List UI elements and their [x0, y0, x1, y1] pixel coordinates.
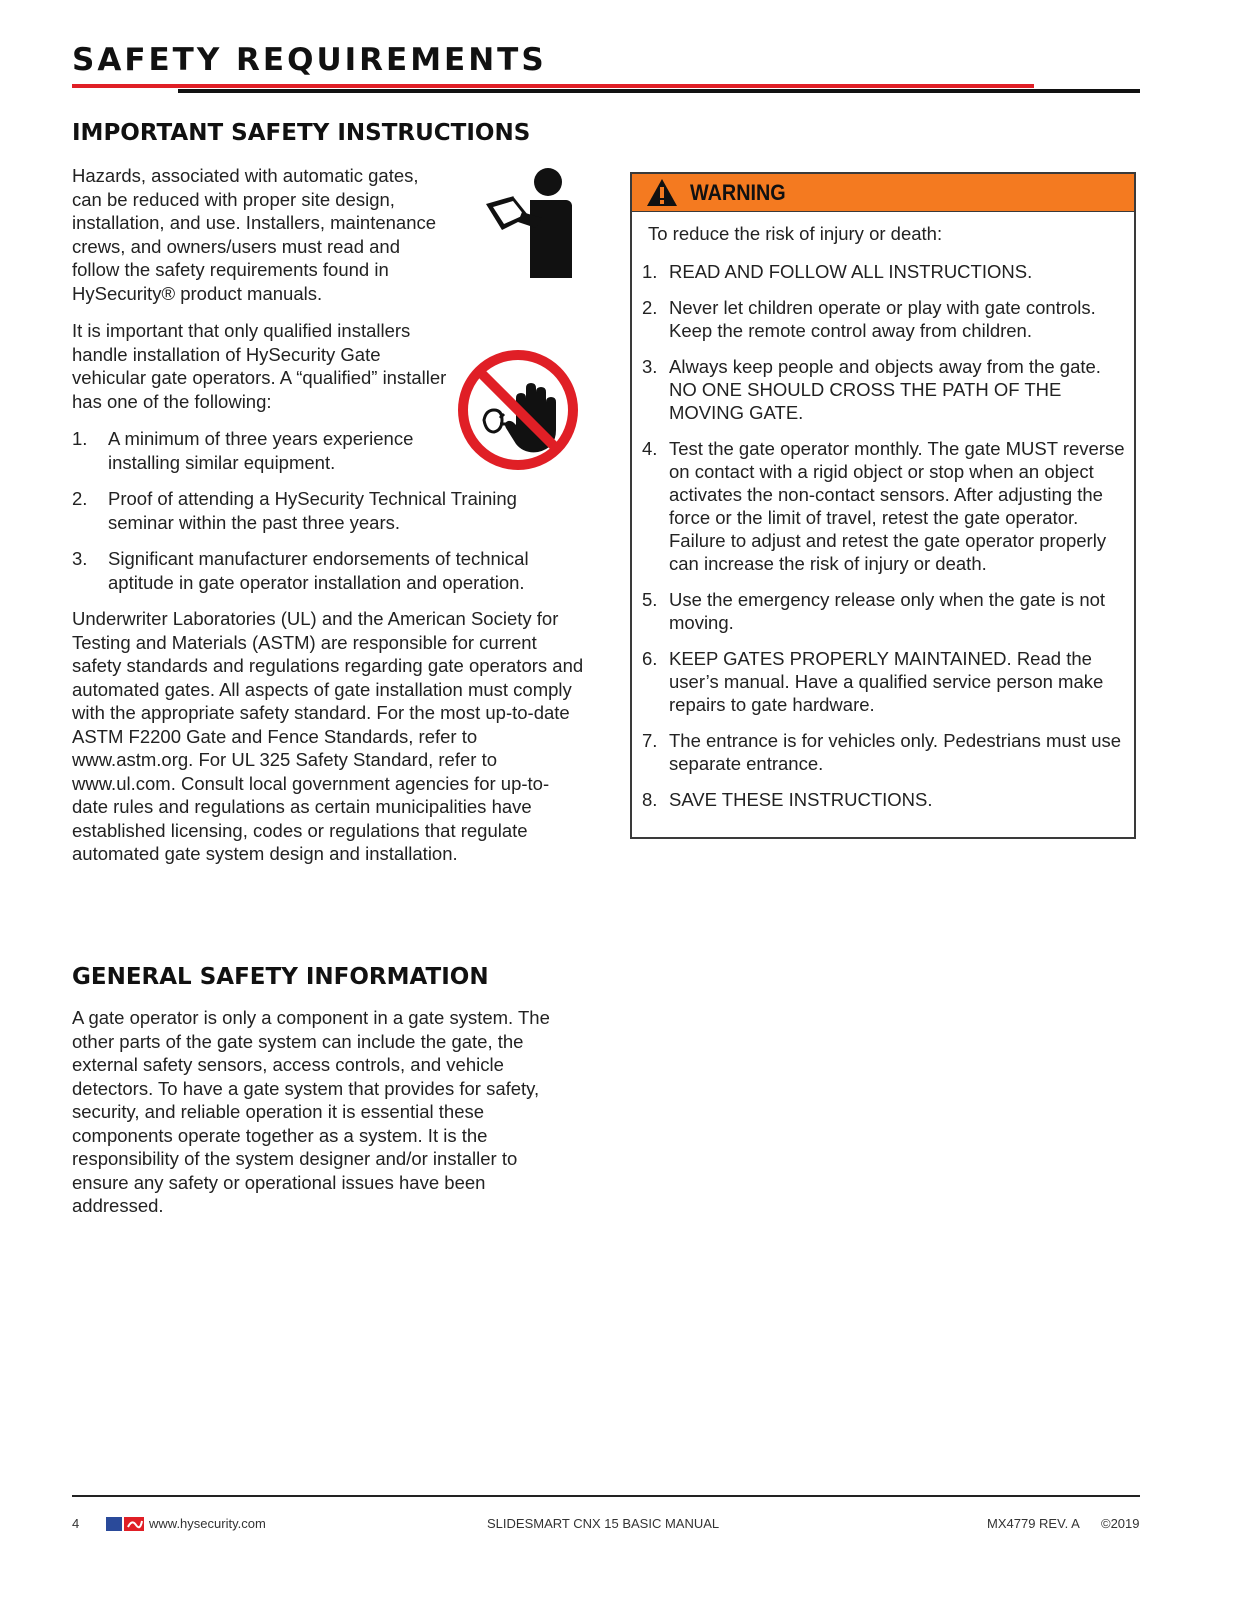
reading-manual-icon — [484, 166, 584, 286]
page-number: 4 — [72, 1516, 80, 1531]
general-safety-section — [72, 960, 567, 1218]
list-item: 1. A minimum of three years experience installing similar equipment. — [72, 428, 414, 473]
warning-triangle-icon — [646, 178, 678, 207]
list-item: 1. READ AND FOLLOW ALL INSTRUCTIONS. — [642, 260, 1033, 282]
warning-list — [642, 260, 1130, 811]
page-title: SAFETY REQUIREMENTS — [72, 42, 547, 78]
list-item: 8. SAVE THESE INSTRUCTIONS. — [642, 788, 933, 810]
list-item: 3. Always keep people and objects away from the gate. NO ONE SHOULD CROSS THE PATH OF THE MOVING GATE. — [642, 355, 1101, 423]
list-item: 7. The entrance is for vehicles only. Pedestrians must use separate entrance. — [642, 729, 1122, 774]
list-item: 2. Never let children operate or play with gate controls. Keep the remote control away from children. — [642, 296, 1096, 341]
list-item: 4. Test the gate operator monthly. The gate MUST reverse on contact with a rigid object or stop when an object activates the non-contact sensors. After adjusting the force or the limit of travel, retest the gate operator. Failure to adjust and retest the gate operator properly can increase the risk of injury or death. — [642, 437, 1125, 574]
footer-copyright: ©2019 — [1101, 1516, 1140, 1531]
warning-intro: To reduce the risk of injury or death: — [648, 223, 943, 244]
standards-paragraph: Underwriter Laboratories (UL) and the American Society for Testing and Materials (ASTM) are responsible for current safety standards and regulations regarding gate operators and automated gates. All aspects of gate installation must comply with the appropriate safety standard. For the most up-to-date ASTM F2200 Gate and Fence Standards, refer to www.astm.org. For UL 325 Safety Standard, refer to www.ul.com. Consult local government agencies for up-to-date rules and regulations as certain municipalities have established licensing, codes or regulations that regulate automated gate system design and installation. — [72, 608, 584, 864]
general-safety-heading: GENERAL SAFETY INFORMATION — [72, 964, 489, 990]
list-item: 5. Use the emergency release only when the gate is not moving. — [642, 588, 1106, 633]
footer-doc-title: SLIDESMART CNX 15 BASIC MANUAL — [487, 1516, 720, 1531]
footer-rule — [72, 1495, 1140, 1497]
warning-box — [630, 172, 1136, 839]
page-footer — [72, 1516, 1140, 1536]
qualified-installer-intro: It is important that only qualified installers handle installation of HySecurity Gate vehicular gate operators. A “qualified” installer has one of the following: — [72, 320, 447, 412]
list-item: 6. KEEP GATES PROPERLY MAINTAINED. Read the user’s manual. Have a qualified service person make repairs to gate hardware. — [642, 647, 1104, 715]
important-safety-section — [72, 116, 587, 866]
list-item: 3. Significant manufacturer endorsements of technical aptitude in gate operator installation and operation. — [72, 548, 529, 593]
footer-revision: MX4779 REV. A — [987, 1516, 1080, 1531]
important-intro: Hazards, associated with automatic gates, can be reduced with proper site design, installation, and use. Installers, maintenance crews, and owners/users must read and follow the safety requirements found in HySecurity® product manuals. — [72, 165, 437, 304]
footer-url[interactable]: www.hysecurity.com — [149, 1516, 266, 1531]
hysecurity-logo-icon — [106, 1517, 144, 1531]
qualified-installer-list — [72, 427, 587, 594]
list-item: 2. Proof of attending a HySecurity Technical Training seminar within the past three years. — [72, 488, 517, 533]
important-safety-heading: IMPORTANT SAFETY INSTRUCTIONS — [72, 120, 531, 146]
page-header — [72, 38, 1140, 82]
warning-header — [632, 174, 1134, 212]
header-rule-red — [72, 84, 1034, 88]
warning-title: WARNING — [690, 180, 786, 205]
general-safety-text: A gate operator is only a component in a gate system. The other parts of the gate system can include the gate, the external safety sensors, access controls, and vehicle detectors. To have a gate system that provides for safety, security, and reliable operation it is essential these components operate together as a system. It is the responsibility of the system designer and/or installer to ensure any safety or operational issues have been addressed. — [72, 1007, 550, 1216]
header-rule-black — [178, 89, 1140, 93]
